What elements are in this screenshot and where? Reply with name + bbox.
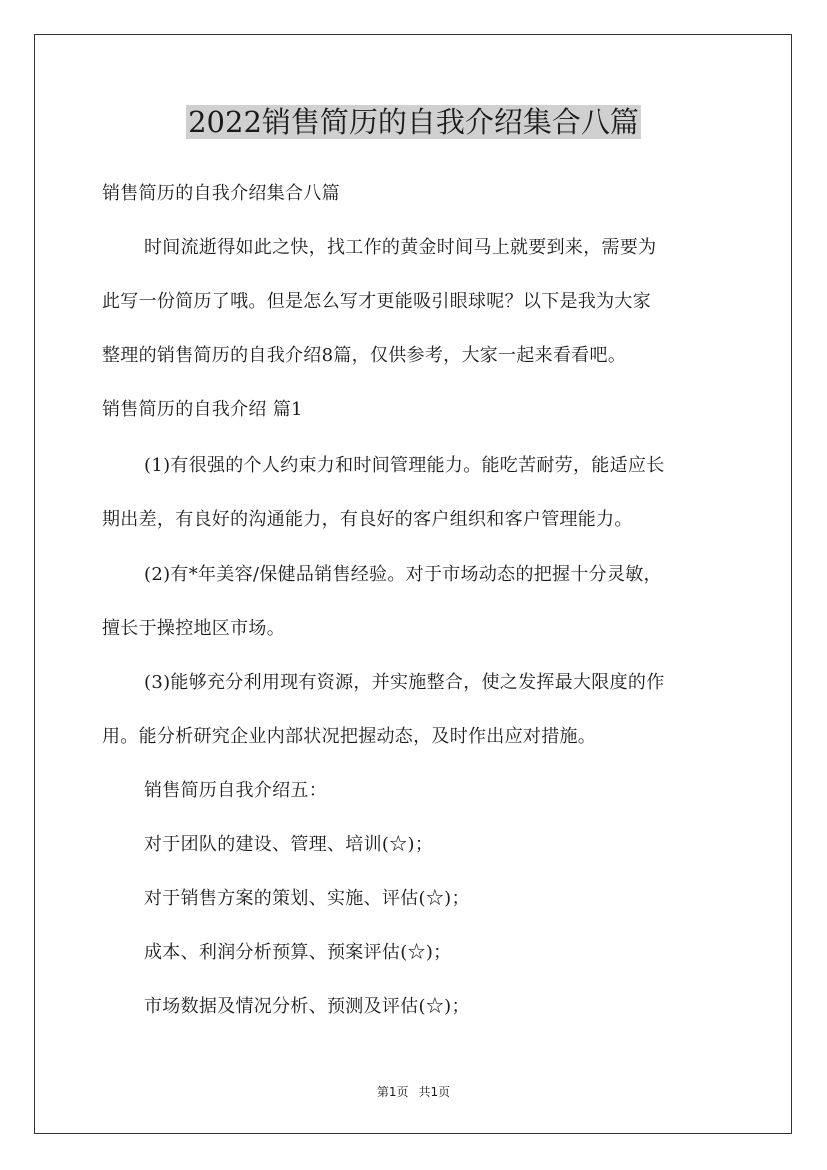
- paragraph-line: (2)有*年美容/保健品销售经验。对于市场动态的把握十分灵敏，: [144, 564, 662, 585]
- paragraph-line: (1)有很强的个人约束力和时间管理能力。能吃苦耐劳，能适应长: [144, 455, 665, 476]
- paragraph-line: 整理的销售简历的自我介绍8篇，仅供参考，大家一起来看看吧。: [102, 345, 627, 366]
- document-title: [0, 100, 827, 144]
- subtitle-line: 销售简历的自我介绍集合八篇: [102, 183, 340, 204]
- page-number: 第1页: [376, 1085, 409, 1099]
- list-item: 市场数据及情况分析、预测及评估(☆)；: [144, 996, 470, 1017]
- paragraph-line: (3)能够充分利用现有资源，并实施整合，使之发挥最大限度的作: [144, 672, 665, 693]
- page-footer: [0, 1084, 827, 1100]
- list-item: 对于销售方案的策划、实施、评估(☆)；: [144, 888, 470, 909]
- section-heading: 销售简历自我介绍五：: [144, 780, 327, 801]
- paragraph-line: 擅长于操控地区市场。: [102, 618, 285, 639]
- document-title-text: 2022销售简历的自我介绍集合八篇: [188, 105, 639, 139]
- paragraph-line: 此写一份简历了哦。但是怎么写才更能吸引眼球呢？以下是我为大家: [102, 291, 651, 312]
- paragraph-line: 时间流逝得如此之快，找工作的黄金时间马上就要到来，需要为: [144, 237, 657, 258]
- list-item: 成本、利润分析预算、预案评估(☆)；: [144, 942, 452, 963]
- list-item: 对于团队的建设、管理、培训(☆)；: [144, 834, 434, 855]
- paragraph-line: 期出差，有良好的沟通能力，有良好的客户组织和客户管理能力。: [102, 509, 633, 530]
- page-total: 共1页: [418, 1085, 451, 1099]
- section-heading: 销售简历的自我介绍 篇1: [102, 399, 303, 420]
- paragraph-line: 用。能分析研究企业内部状况把握动态，及时作出应对措施。: [102, 726, 597, 747]
